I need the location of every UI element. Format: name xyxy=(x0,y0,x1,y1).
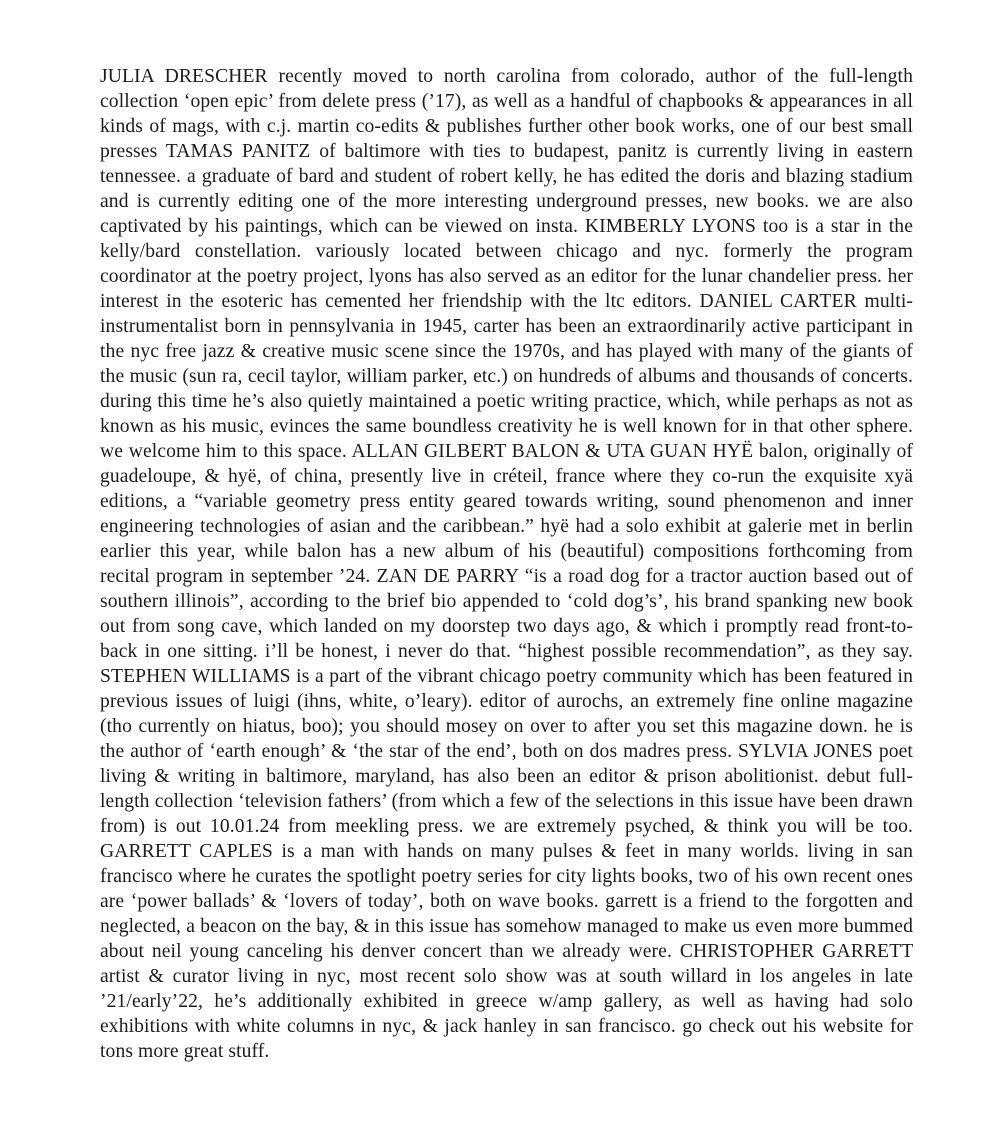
contributor-bio: multi-instrumentalist born in pennsylvania in 1945, carter has been an extraordinarily active participant in the nyc free jazz & creative music scene since the 1970s, and has played with many of the giants of the music (sun ra, cecil taylor, william parker, etc.) on hundreds of albums and thousands of concerts. during this time he’s also quietly maintained a poetic writing practice, which, while perhaps as not as known as his music, evinces the same boundless creativity he is well known for in that other sphere. we welcome him to this space. xyxy=(100,291,913,462)
contributor-bio: balon, originally of guadeloupe, & hyë, of china, presently live in créteil, france where they co-run the exquisite xyä editions, a “variable geometry press entity geared towards writing, sound phenomenon and inner engineering technologies of asian and the caribbean.” hyë had a solo exhibit at galerie met in berlin earlier this year, while balon has a new album of his (beautiful) compositions forthcoming from recital program in september ’24. xyxy=(100,441,913,587)
contributor-bio: “is a road dog for a tractor auction based out of southern illinois”, according to the brief bio appended to ‘cold dog’s’, his brand spanking new book out from song cave, which landed on my doorstep two days ago, & which i promptly read front-to-back in one sitting. i’ll be honest, i never do that. “highest possible recommendation”, as they say. xyxy=(100,566,913,662)
contributor-name: ZAN DE PARRY xyxy=(376,566,519,587)
contributor-bio: recently moved to north carolina from colorado, author of the full-length collection ‘open epic’ from delete press (’17), as well as a handful of chapbooks & appearances in all kinds of mags, with c.j. martin co-edits & publishes further other book works, one of our best small presses xyxy=(100,66,913,162)
contributor-bio: of baltimore with ties to budapest, panitz is currently living in eastern tennessee. a graduate of bard and student of robert kelly, he has edited the doris and blazing stadium and is currently editing one of the more interesting underground presses, new books. we are also captivated by his paintings, which can be viewed on insta. xyxy=(100,141,914,237)
contributor-bio: is a man with hands on many pulses & feet in many worlds. living in san francisco where he curates the spotlight poetry series for city lights books, two of his own recent ones are ‘power ballads’ & ‘lovers of today’, both on wave books. garrett is a friend to the forgotten and neglected, a beacon on the bay, & in this issue has somehow managed to make us even more bummed about neil young canceling his denver concert than we already were. xyxy=(100,841,914,962)
contributor-bio: is a part of the vibrant chicago poetry community which has been featured in previous issues of luigi (ihns, white, o’leary). editor of aurochs, an extremely fine online magazine (tho currently on hiatus, boo); you should mosey on over to after you set this magazine down. he is the author of ‘earth enough’ & ‘the star of the end’, both on dos madres press. xyxy=(100,666,913,762)
contributor-name: GARRETT CAPLES xyxy=(100,841,273,862)
contributor-name: DANIEL CARTER xyxy=(699,291,857,312)
contributor-name: KIMBERLY LYONS xyxy=(584,216,757,237)
contributor-name: STEPHEN WILLIAMS xyxy=(100,666,291,687)
contributor-name: TAMAS PANITZ xyxy=(165,141,311,162)
contributor-name: ALLAN GILBERT BALON & UTA GUAN HYË xyxy=(351,441,754,462)
contributor-bio: artist & curator living in nyc, most recent solo show was at south willard in los angeles in late ’21/early’22, he’s additionally exhibited in greece w/amp gallery, as well as having had solo exhibitions with white columns in nyc, & jack hanley in san francisco. go check out his website for tons more great stuff. xyxy=(100,966,913,1062)
contributor-name: CHRISTOPHER GARRETT xyxy=(679,941,913,962)
contributor-name: SYLVIA JONES xyxy=(738,741,873,762)
contributor-bio: too is a star in the kelly/bard constellation. variously located between chicago and nyc. formerly the program coordinator at the poetry project, lyons has also served as an editor for the lunar chandelier press. her interest in the esoteric has cemented her friendship with the ltc editors. xyxy=(100,216,913,312)
contributor-bio: poet living & writing in baltimore, maryland, has also been an editor & prison abolitionist. debut full-length collection ‘television fathers’ (from which a few of the selections in this issue have been drawn from) is out 10.01.24 from meekling press. we are extremely psyched, & think you will be too. xyxy=(100,741,913,837)
contributor-name: JULIA DRESCHER xyxy=(100,66,268,87)
contributors-text xyxy=(100,64,913,1064)
